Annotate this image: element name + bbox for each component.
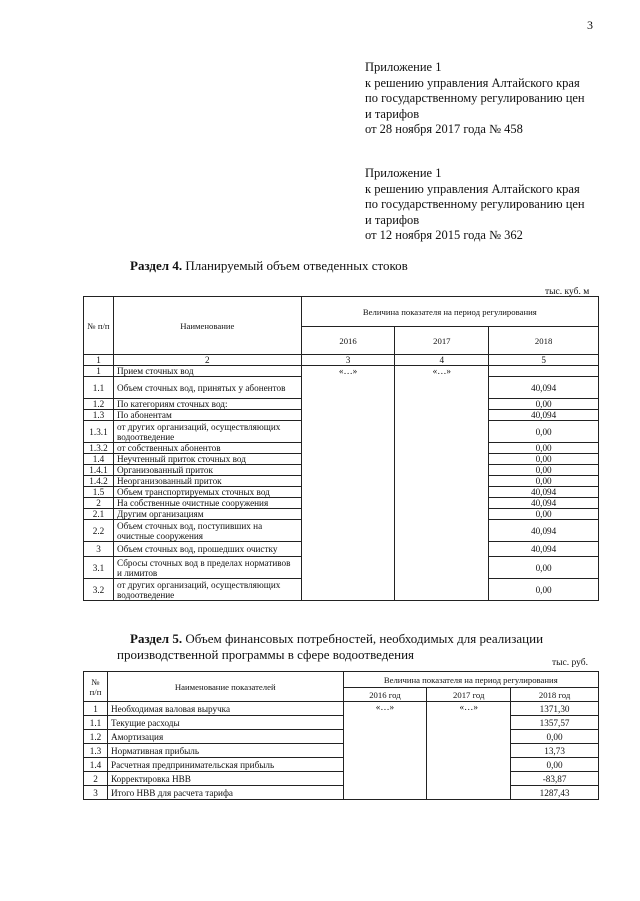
value-2018: 0,00	[489, 399, 599, 410]
appendix-line: к решению управления Алтайского края	[365, 181, 580, 196]
row-number: 1.4.2	[84, 476, 114, 487]
appendix-line: и тарифов	[365, 106, 420, 121]
appendix-line: по государственному регулированию цен	[365, 91, 585, 105]
page-number: 3	[587, 18, 593, 32]
row-number: 1.4.1	[84, 465, 114, 476]
header-year: 2016 год	[343, 688, 427, 702]
row-name: По категориям сточных вод:	[113, 399, 301, 410]
value-2018: 0,00	[489, 465, 599, 476]
row-name: Амортизация	[107, 730, 343, 744]
row-number: 1.4	[84, 454, 114, 465]
row-number: 1.2	[84, 399, 114, 410]
row-number: 2	[84, 498, 114, 509]
section5-unit: тыс. руб.	[552, 658, 588, 668]
value-2018: 13,73	[511, 744, 599, 758]
table-row	[84, 730, 599, 744]
row-number: 1.3.1	[84, 421, 114, 443]
row-name: Прием сточных вод	[113, 366, 301, 377]
col-number: 1	[84, 355, 114, 366]
appendix-line: от 28 ноября 2017 года № 458	[365, 122, 523, 136]
header-name: Наименование показателей	[107, 672, 343, 702]
row-number: 1	[84, 702, 108, 716]
row-name: Неучтенный приток сточных вод	[113, 454, 301, 465]
row-name: Другим организациям	[113, 509, 301, 520]
row-name: Объем сточных вод, принятых у абонентов	[113, 377, 301, 399]
section4-table	[83, 296, 599, 601]
row-name: от других организаций, осуществляющих водоотведение	[113, 579, 301, 601]
row-number: 1.3	[84, 410, 114, 421]
col-number: 4	[395, 355, 489, 366]
row-number: 1.5	[84, 487, 114, 498]
header-num: № п/п	[84, 672, 108, 702]
value-2018: 0,00	[511, 730, 599, 744]
appendix-line: по государственному регулированию цен	[365, 197, 585, 211]
value-2018: -83,87	[511, 772, 599, 786]
col-number: 5	[489, 355, 599, 366]
value-2018: 40,094	[489, 487, 599, 498]
row-number: 3.2	[84, 579, 114, 601]
value-2018: 40,094	[489, 410, 599, 421]
row-name: Сбросы сточных вод в пределах нормативов и лимитов	[113, 557, 301, 579]
appendix-line: к решению управления Алтайского края	[365, 75, 580, 90]
row-name: Объем сточных вод, прошедших очистку	[113, 542, 301, 557]
value-2018: 0,00	[489, 557, 599, 579]
appendix-line: от 12 ноября 2015 года № 362	[365, 228, 523, 242]
value-2018: 1357,57	[511, 716, 599, 730]
appendix-line: Приложение 1	[365, 60, 442, 74]
value-2018: 0,00	[489, 509, 599, 520]
row-number: 1.3	[84, 744, 108, 758]
value-2018: 40,094	[489, 542, 599, 557]
row-name: Нормативная прибыль	[107, 744, 343, 758]
header-year: 2016	[301, 327, 395, 355]
value-2017-placeholder: «…»	[427, 702, 511, 800]
value-2018: 40,094	[489, 520, 599, 542]
table-row	[84, 744, 599, 758]
table-row	[84, 716, 599, 730]
section5-table	[83, 671, 599, 800]
row-number: 3	[84, 786, 108, 800]
appendix-line: Приложение 1	[365, 166, 442, 180]
value-2018: 0,00	[489, 421, 599, 443]
header-year: 2018	[489, 327, 599, 355]
header-num: № п/п	[84, 297, 114, 355]
col-number: 2	[113, 355, 301, 366]
row-number: 2.2	[84, 520, 114, 542]
value-2018: 0,00	[489, 579, 599, 601]
value-2018: 0,00	[489, 443, 599, 454]
section5-title: Раздел 5. Объем финансовых потребностей, необходимых для реализации производственной программы в сфере водоотведения	[117, 631, 544, 662]
value-2018: 0,00	[489, 476, 599, 487]
row-number: 2.1	[84, 509, 114, 520]
header-period: Величина показателя на период регулирования	[343, 672, 598, 688]
col-number: 3	[301, 355, 395, 366]
row-name: от других организаций, осуществляющих водоотведение	[113, 421, 301, 443]
table-row	[84, 772, 599, 786]
row-number: 3	[84, 542, 114, 557]
value-2018: 0,00	[489, 454, 599, 465]
header-name: Наименование	[113, 297, 301, 355]
row-name: Организованный приток	[113, 465, 301, 476]
row-number: 2	[84, 772, 108, 786]
table-row	[84, 702, 599, 716]
value-2018: 1287,43	[511, 786, 599, 800]
row-number: 1	[84, 366, 114, 377]
header-year: 2018 год	[511, 688, 599, 702]
table-row	[84, 786, 599, 800]
row-name: Корректировка НВВ	[107, 772, 343, 786]
value-2016-placeholder: «…»	[343, 702, 427, 800]
header-year: 2017 год	[427, 688, 511, 702]
row-number: 1.3.2	[84, 443, 114, 454]
value-2017-placeholder: «…»	[395, 366, 489, 601]
row-number: 1.1	[84, 377, 114, 399]
appendix-header-2017	[365, 60, 585, 138]
value-2018: 1371,30	[511, 702, 599, 716]
value-2018	[489, 366, 599, 377]
table-row	[84, 366, 599, 377]
row-name: Объем транспортируемых сточных вод	[113, 487, 301, 498]
row-number: 1.2	[84, 730, 108, 744]
value-2018: 0,00	[511, 758, 599, 772]
appendix-line: и тарифов	[365, 212, 420, 227]
header-period: Величина показателя на период регулирования	[301, 297, 598, 327]
appendix-header-2015	[365, 166, 585, 244]
row-name: Необходимая валовая выручка	[107, 702, 343, 716]
row-name: По абонентам	[113, 410, 301, 421]
row-name: Расчетная предпринимательская прибыль	[107, 758, 343, 772]
header-year: 2017	[395, 327, 489, 355]
table-row	[84, 758, 599, 772]
row-name: от собственных абонентов	[113, 443, 301, 454]
row-number: 3.1	[84, 557, 114, 579]
section4-title: Раздел 4. Планируемый объем отведенных стоков	[130, 258, 408, 273]
row-name: Объем сточных вод, поступивших на очистные сооружения	[113, 520, 301, 542]
value-2018: 40,094	[489, 498, 599, 509]
row-name: На собственные очистные сооружения	[113, 498, 301, 509]
row-name: Итого НВВ для расчета тарифа	[107, 786, 343, 800]
row-name: Неорганизованный приток	[113, 476, 301, 487]
row-number: 1.4	[84, 758, 108, 772]
section4-unit: тыс. куб. м	[545, 287, 590, 297]
value-2018: 40,094	[489, 377, 599, 399]
value-2016-placeholder: «…»	[301, 366, 395, 601]
row-name: Текущие расходы	[107, 716, 343, 730]
row-number: 1.1	[84, 716, 108, 730]
